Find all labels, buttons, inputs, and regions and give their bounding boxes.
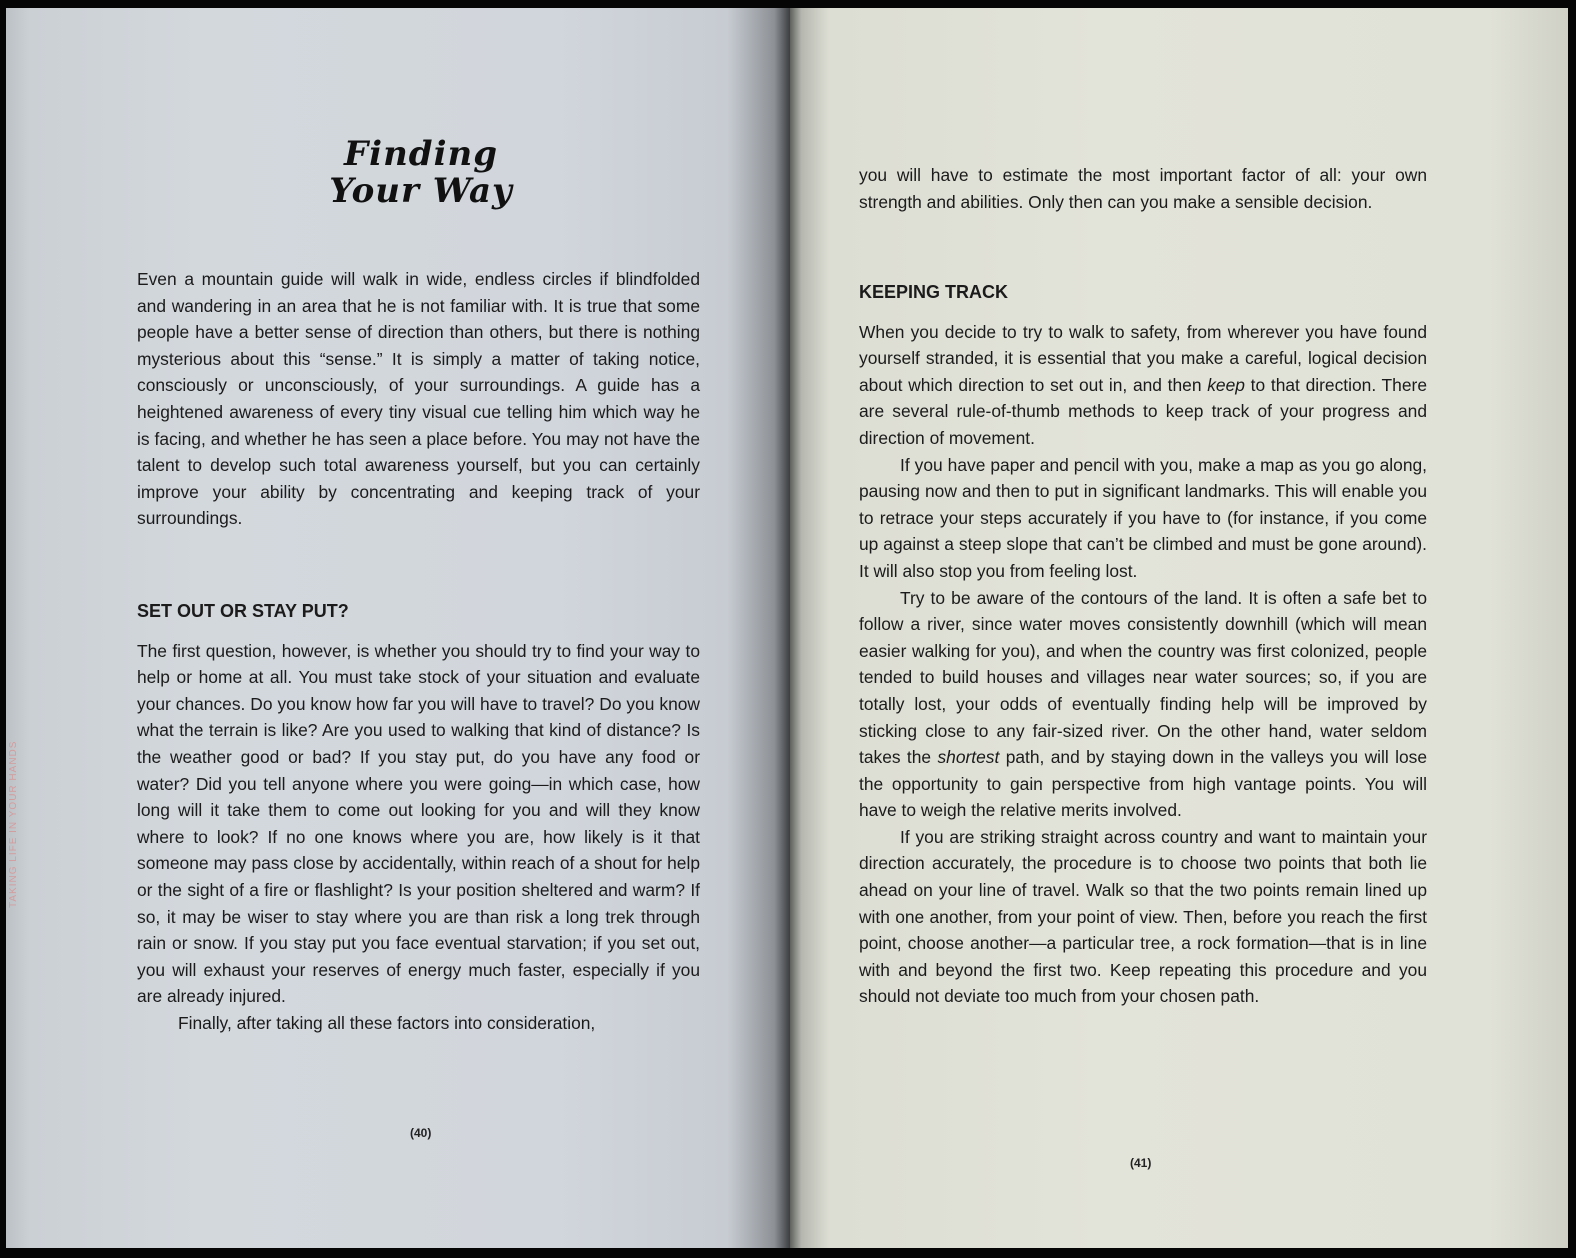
intro-text-block [137, 266, 700, 532]
keeping-track-paragraph-1 [859, 319, 1427, 452]
section-heading-set-out: SET OUT OR STAY PUT? [137, 601, 349, 621]
set-out-section [137, 598, 700, 1037]
chapter-title-line2: Your Way [329, 171, 513, 211]
page-number-right: (41) [1130, 1156, 1152, 1170]
paragraph-1-text-b: to that direction. There are several rule-of-thumb methods to keep track of your progress and direction of movement. [859, 374, 1427, 448]
section-heading-keeping-track: KEEPING TRACK [859, 282, 1009, 302]
keeping-track-paragraph-4: If you are striking straight across country and want to maintain your direction accurately, the procedure is to choose two points that both lie ahead on your line of travel. Walk so that the two points remain lined up with one another, from your point of view. Then, before you reach the first point, choose another—a particular tree, a rock formation—that is in line with and beyond the first two. Keep repeating this procedure and you should not deviate too much from your chosen path. [859, 826, 1427, 1007]
page-number-left: (40) [410, 1126, 432, 1140]
paragraph-3-text-a: Try to be aware of the contours of the land. It is often a safe bet to follow a river, since water moves consistently downhill (which will mean easier walking for you), and when the country was first colonized, people tended to build houses and villages near water sources; so, if you are totally lost, your odds of eventually finding help will be improved by sticking close to any fair-sized river. On the other hand, water seldom takes the [859, 587, 1427, 768]
continuation-block [859, 162, 1427, 215]
chapter-title [266, 136, 576, 210]
paragraph-1-text-a: When you decide to try to walk to safety, from wherever you have found yourself stranded, it is essential that you make a careful, logical decision about which direction to set out in, and then [859, 321, 1427, 395]
keeping-track-section [859, 279, 1427, 1010]
chapter-title-line1: Finding [344, 134, 498, 174]
set-out-paragraph-2: Finally, after taking all these factors into consideration, [178, 1012, 596, 1033]
continuation-paragraph: you will have to estimate the most important factor of all: your own strength and abilities. Only then can you make a sensible decision. [859, 165, 1427, 212]
book-spread [6, 8, 1568, 1248]
left-page [6, 8, 790, 1248]
paragraph-1-emphasis: keep [1207, 374, 1245, 395]
spine-stamp-text: TAKING LIFE IN YOUR HANDS [8, 740, 19, 908]
set-out-paragraph-1: The first question, however, is whether you should try to find your way to help or home at all. You must take stock of your situation and evaluate your chances. Do you know how far you will have to travel? Do you know what the terrain is like? Are you used to walking that kind of distance? Is the weather good or bad? If you stay put, do you have any food or water? Did you tell anyone where you were going—in which case, how long will it take them to come out looking for you and will they know where to look? If no one knows where you are, how likely is it that someone may pass close by accidentally, within reach of a shout for help or the sight of a fire or flashlight? Is your position sheltered and warm? If so, it may be wiser to stay where you are than risk a long trek through rain or snow. If you stay put you face eventual starvation; if you set out, you will exhaust your reserves of energy much faster, especially if you are already injured. [137, 640, 700, 1007]
keeping-track-paragraph-3 [859, 585, 1427, 824]
paragraph-3-text-b: path, and by staying down in the valleys you will lose the opportunity to gain perspective from high vantage points. You will have to weigh the relative merits involved. [859, 747, 1427, 821]
paragraph-3-emphasis: shortest [937, 747, 1000, 768]
intro-paragraph: Even a mountain guide will walk in wide, endless circles if blindfolded and wandering in an area that he is not familiar with. It is true that some people have a better sense of direction than others, but there is nothing mysterious about this “sense.” It is simply a matter of taking notice, consciously or unconsciously, of your surroundings. A guide has a heightened awareness of every tiny visual cue telling him which way he is facing, and whether he has seen a place before. You may not have the talent to develop such total awareness yourself, but you can certainly improve your ability by concentrating and keeping track of your surroundings. [137, 269, 700, 529]
keeping-track-paragraph-2: If you have paper and pencil with you, make a map as you go along, pausing now and then to put in significant landmarks. This will enable you to retrace your steps accurately if you have to (for instance, if you come up against a steep slope that can’t be climbed and must be gone around). It will also stop you from feeling lost. [859, 454, 1427, 581]
